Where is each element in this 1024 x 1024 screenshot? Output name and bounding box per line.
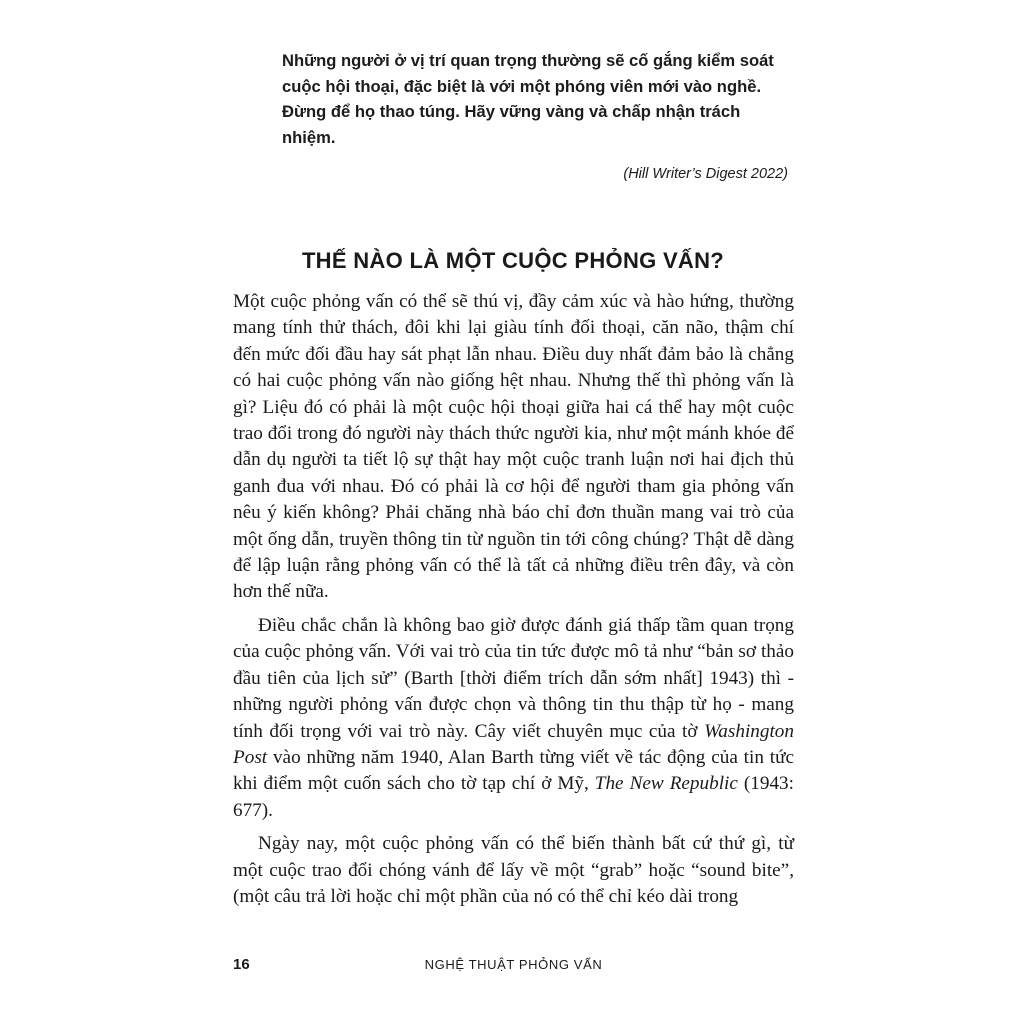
section-heading: THẾ NÀO LÀ MỘT CUỘC PHỎNG VẤN? xyxy=(301,248,725,273)
body-text xyxy=(233,289,794,917)
publication-title-washington-post: Washington Post xyxy=(233,720,794,768)
paragraph-3: Ngày nay, một cuộc phỏng vấn có thể biến thành bất cứ thứ gì, từ một cuộc trao đổi chóng vánh để lấy về một “grab” hoặc “sound bite”, (một câu trả lời hoặc chỉ một phần của nó có thể chỉ kéo dài trong xyxy=(233,833,794,907)
page-footer xyxy=(233,952,794,978)
quote-citation: (Hill Writer’s Digest 2022) xyxy=(623,166,788,182)
paragraph-2-text-b: vào những năm 1940, Alan Barth từng viết về tác động của tin tức khi điểm một cuốn sách cho tờ tạp chí ở Mỹ, xyxy=(233,746,794,795)
quote-text: Những người ở vị trí quan trọng thường sẽ cố gắng kiểm soát cuộc hội thoại, đặc biệt là với một phóng viên mới vào nghề. Đừng để họ thao túng. Hãy vững vàng và chấp nhận trách nhiệm. xyxy=(282,51,774,147)
page-number: 16 xyxy=(233,956,250,973)
paragraph-2 xyxy=(233,613,794,824)
publication-title-new-republic: The New Republic xyxy=(594,773,738,795)
epigraph-quote xyxy=(282,48,794,184)
paragraph-2-text-c: (1943: 677). xyxy=(233,773,794,821)
paragraph-2-text-a: Điều chắc chắn là không bao giờ được đánh giá thấp tầm quan trọng của cuộc phỏng vấn. Với vai trò của tin tức được mô tả như “bản sơ thảo đầu tiên của lịch sử” (Barth [thời điểm trích dẫn sớm nhất] 1943) thì - những người phỏng vấn được chọn và thông tin thu thập từ họ - mang tính đối trọng với vai trò này. Cây viết chuyên mục của tờ xyxy=(233,614,794,742)
running-title: NGHỆ THUẬT PHỎNG VẤN xyxy=(424,957,603,972)
paragraph-1: Một cuộc phỏng vấn có thể sẽ thú vị, đầy cảm xúc và hào hứng, thường mang tính thử thách, đôi khi lại giàu tính đối thoại, căn não, thậm chí đến mức đối đầu hay sát phạt lẫn nhau. Điều duy nhất đảm bảo là chẳng có hai cuộc phỏng vấn nào giống hệt nhau. Nhưng thế thì phỏng vấn là gì? Liệu đó có phải là một cuộc hội thoại giữa hai cá thể hay một cuộc trao đổi trong đó người này thách thức người kia, như một mánh khóe để dẫn dụ người ta tiết lộ sự thật hay một cuộc tranh luận nơi hai địch thủ ganh đua với nhau. Đó có phải là cơ hội để người tham gia phỏng vấn nêu ý kiến không? Phải chăng nhà báo chỉ đơn thuần mang vai trò của một ống dẫn, truyền thông tin từ nguồn tin tới công chúng? Thật dễ dàng để lập luận rằng phỏng vấn có thể là tất cả những điều trên đây, và còn hơn thế nữa. xyxy=(233,291,794,603)
